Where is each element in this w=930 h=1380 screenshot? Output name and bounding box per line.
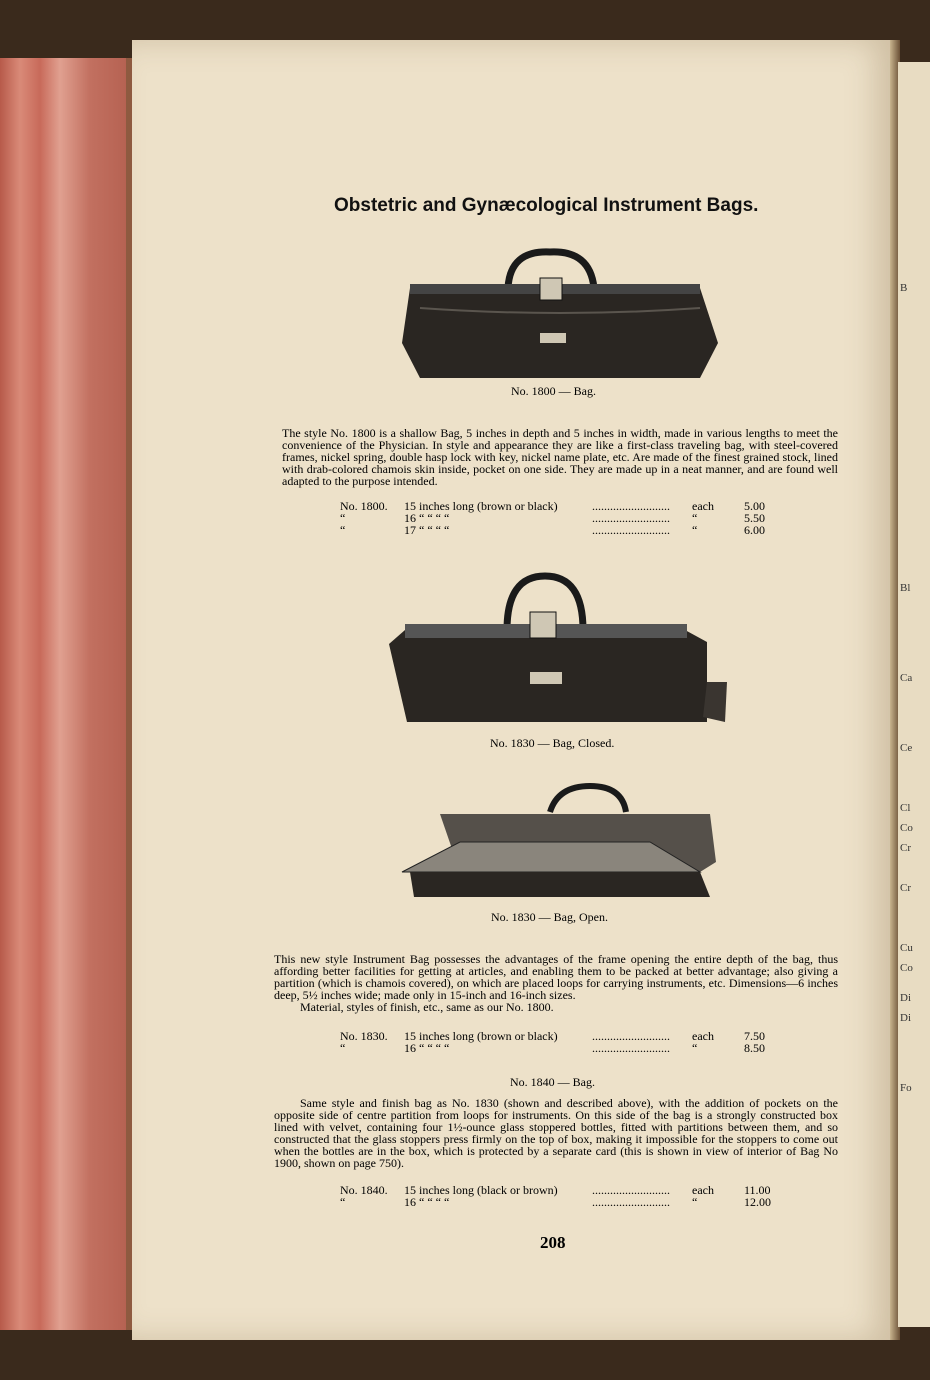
price-dots: ..........................: [592, 511, 670, 525]
price-unit: each: [692, 1183, 714, 1197]
facing-page-letter: Co: [900, 962, 913, 974]
caption-bag-1830-open: No. 1830 — Bag, Open.: [491, 910, 608, 924]
heading-1840: No. 1840 — Bag.: [510, 1075, 595, 1089]
price-item-number: “: [340, 1195, 346, 1209]
price-item-number: No. 1840.: [340, 1183, 388, 1197]
price-dots: ..........................: [592, 1183, 670, 1197]
description-1830-material: Material, styles of finish, etc., same as our No. 1800.: [300, 1000, 554, 1015]
price-value: 6.00: [744, 523, 765, 537]
description-1830-text: This new style Instrument Bag possesses the advantages of the frame opening the entire depth of the bag, thus affording better facilities for getting at articles, and enabling them to be packed at better advantage; also giving a partition (which is chamois covered), on which are placed loops for carrying instruments, etc. Dimensions—6 inches deep, 5½ inches wide; made only in 15-inch and 16-inch sizes.: [274, 952, 838, 1003]
price-dots: ..........................: [592, 1041, 670, 1055]
facing-page-edge: [898, 62, 930, 1327]
price-item-number: “: [340, 523, 346, 537]
page-title: Obstetric and Gynæcological Instrument Bags.: [334, 195, 759, 216]
facing-page-letter: Di: [900, 992, 911, 1004]
description-1840-text: Same style and finish bag as No. 1830 (shown and described above), with the addition of pockets on the opposite side of centre partition from loops for instruments. On this side of the bag is a strongly constructed box lined with velvet, containing four 1½-ounce glass stoppered bottles, fitted with partitions between them, and so constructed that the glass stoppers press firmly on the top of box, making it impossible for the stoppers to come out when the bottles are in the box, which is protected by a separate card (this is shown in view of interior of Bag No 1900, shown on page 750).: [274, 1096, 838, 1171]
price-row: [340, 1195, 780, 1208]
price-value: 12.00: [744, 1195, 771, 1209]
description-1830: [274, 953, 838, 1013]
price-size: 17 “ “ “ “: [404, 523, 450, 537]
price-size: 16 “ “ “ “: [404, 1195, 450, 1209]
facing-page-letter: Co: [900, 822, 913, 834]
price-dots: ..........................: [592, 523, 670, 537]
bag-1830-closed-illustration: [385, 572, 730, 740]
facing-page-letter: Fo: [900, 1082, 912, 1094]
price-size: 15 inches long (brown or black): [404, 1029, 558, 1043]
price-value: 7.50: [744, 1029, 765, 1043]
price-row: [340, 1041, 780, 1054]
facing-page-letter: Ca: [900, 672, 913, 684]
facing-page-letter: Cu: [900, 942, 913, 954]
book-page-edges: [0, 58, 132, 1330]
price-unit: “: [692, 523, 698, 537]
price-unit: each: [692, 1029, 714, 1043]
bag-1800-illustration: [400, 248, 720, 383]
caption-bag-1800: No. 1800 — Bag.: [511, 384, 596, 398]
price-size: 15 inches long (black or brown): [404, 1183, 558, 1197]
price-item-number: “: [340, 1041, 346, 1055]
price-dots: ..........................: [592, 1029, 670, 1043]
bag-1830-open-illustration: [400, 782, 720, 902]
caption-bag-1830-closed: No. 1830 — Bag, Closed.: [490, 736, 615, 750]
page-number: 208: [540, 1233, 566, 1252]
price-value: 5.50: [744, 511, 765, 525]
facing-page-letter: Cr: [900, 882, 911, 894]
price-unit: each: [692, 499, 714, 513]
price-unit: “: [692, 1041, 698, 1055]
price-dots: ..........................: [592, 1195, 670, 1209]
price-size: 15 inches long (brown or black): [404, 499, 558, 513]
price-unit: “: [692, 1195, 698, 1209]
price-unit: “: [692, 511, 698, 525]
price-value: 8.50: [744, 1041, 765, 1055]
price-value: 5.00: [744, 499, 765, 513]
facing-page-letter: B: [900, 282, 908, 294]
price-item-number: No. 1800.: [340, 499, 388, 513]
facing-page-letter: Di: [900, 1012, 911, 1024]
price-value: 11.00: [744, 1183, 771, 1197]
price-item-number: No. 1830.: [340, 1029, 388, 1043]
price-dots: ..........................: [592, 499, 670, 513]
price-item-number: “: [340, 511, 346, 525]
facing-page-letter: Bl: [900, 582, 911, 594]
facing-page-letter: Cr: [900, 842, 911, 854]
price-row: [340, 523, 780, 536]
description-1840: [274, 1097, 838, 1170]
facing-page-letter: Cl: [900, 802, 911, 814]
price-size: 16 “ “ “ “: [404, 511, 450, 525]
facing-page-letter: Ce: [900, 742, 913, 754]
description-1800-text: The style No. 1800 is a shallow Bag, 5 inches in depth and 5 inches in width, made in various lengths to meet the convenience of the Physician. In style and appearance they are like a first-class traveling bag, with steel-covered frames, nickel spring, double hasp lock with key, nickel name plate, etc. Are made of the finest grained stock, lined with drab-colored chamois skin inside, pocket on one side. They are made up in a neat manner, and are found well adapted to the purpose intended.: [282, 426, 838, 489]
price-size: 16 “ “ “ “: [404, 1041, 450, 1055]
description-1800: [282, 427, 838, 487]
